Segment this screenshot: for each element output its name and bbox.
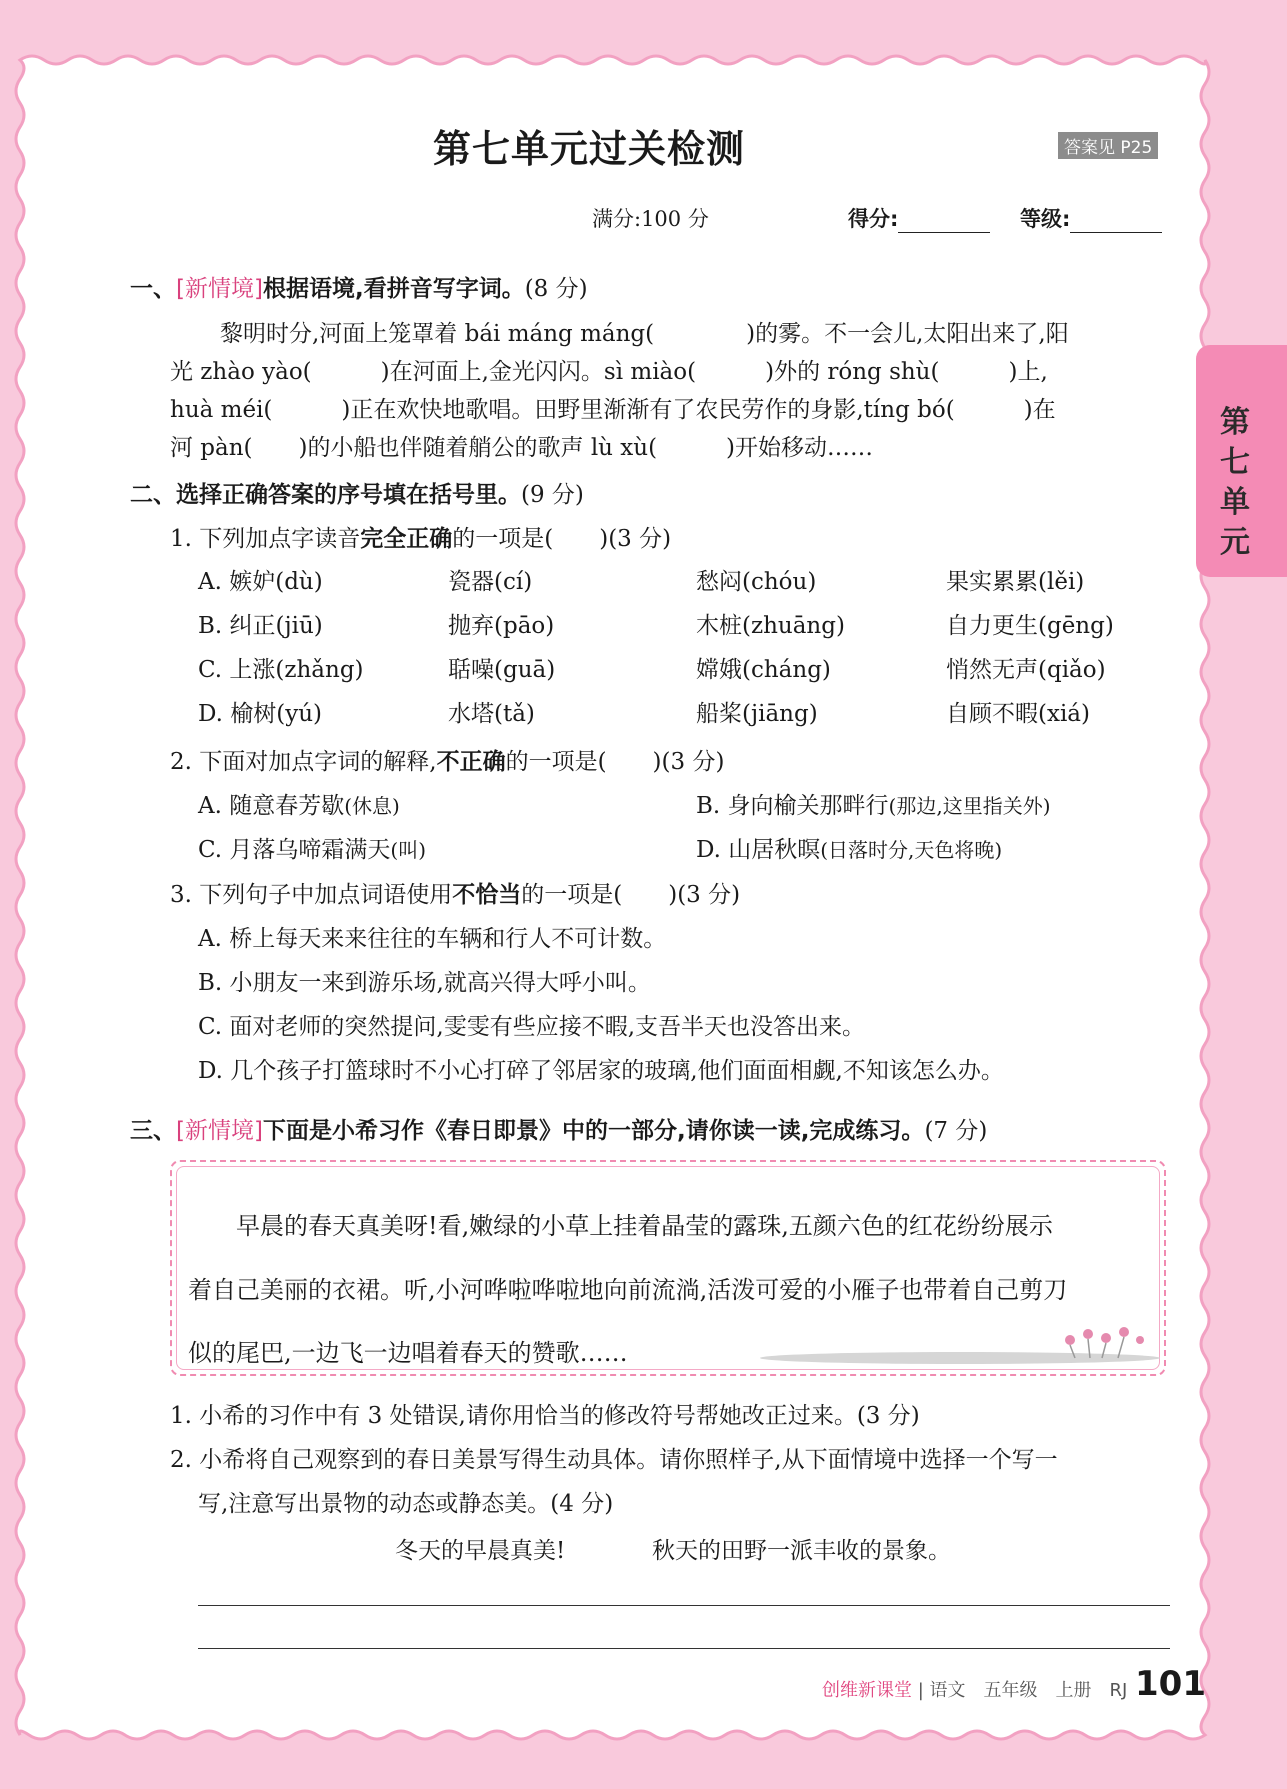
- q2-1-option-cell: 愁闷(chóu): [696, 569, 817, 595]
- score-blank[interactable]: [898, 214, 990, 233]
- q3-2-line1: 2. 小希将自己观察到的春日美景写得生动具体。请你照样子,从下面情境中选择一个写一: [170, 1447, 1058, 1473]
- option-note: (休息): [344, 794, 400, 818]
- q2-2-post: 的一项是( )(3 分): [505, 749, 725, 775]
- q2-1-option-cell: 抛弃(pāo): [448, 613, 555, 639]
- full-score: 满分:100 分: [592, 207, 709, 231]
- section3-title: 下面是小希习作《春日即景》中的一部分,请你读一读,完成练习。: [262, 1118, 925, 1144]
- footer-subject: 语文 五年级 上册 RJ: [929, 1680, 1128, 1701]
- section1-number: 一、: [130, 276, 176, 302]
- unit-side-tab-label: 第七单元: [1220, 405, 1250, 560]
- q2-1-post: 的一项是( )(3 分): [452, 526, 672, 552]
- section1-heading: [130, 270, 588, 303]
- q2-3-post: 的一项是( )(3 分): [521, 882, 741, 908]
- section3-heading: [130, 1112, 987, 1145]
- q2-1-option-cell: 水塔(tǎ): [448, 701, 535, 727]
- q2-2-option-c[interactable]: [198, 831, 426, 864]
- q3-1: 1. 小希的习作中有 3 处错误,请你用恰当的修改符号帮她改正过来。(3 分): [170, 1403, 920, 1429]
- q2-3-option-b[interactable]: B. 小朋友一来到游乐场,就高兴得大呼小叫。: [198, 970, 651, 996]
- section2-points: (9 分): [521, 482, 584, 508]
- q2-1-option-cell[interactable]: B. 纠正(jiū): [198, 613, 323, 639]
- q2-2-option-d[interactable]: [696, 831, 1002, 864]
- q2-2-emphasis: 不正确: [436, 749, 506, 775]
- section3-points: (7 分): [924, 1118, 988, 1144]
- option-note: (叫): [390, 838, 427, 862]
- section2-number: 二、: [130, 482, 176, 508]
- q3-2-choice-1[interactable]: 冬天的早晨真美!: [395, 1538, 566, 1564]
- grade-label: 等级:: [1020, 207, 1071, 231]
- footer-brand: 创维新课堂: [822, 1680, 912, 1701]
- q2-1-option-cell: 果实累累(lěi): [946, 569, 1085, 595]
- answer-line[interactable]: [198, 1605, 1170, 1606]
- q2-2-option-a[interactable]: [198, 787, 400, 820]
- q2-1-option-cell: 自顾不暇(xiá): [946, 701, 1090, 727]
- score-field: [848, 203, 990, 233]
- section1-tag: [新情境]: [176, 276, 263, 302]
- q2-3-emphasis: 不恰当: [452, 882, 522, 908]
- q2-1-option-cell[interactable]: C. 上涨(zhǎng): [198, 657, 364, 683]
- option-text: D. 山居秋暝: [696, 837, 821, 863]
- section2-title: 选择正确答案的序号填在括号里。: [176, 482, 521, 508]
- q2-1-option-cell: 船桨(jiāng): [696, 701, 818, 727]
- section1-title: 根据语境,看拼音写字词。: [262, 276, 525, 302]
- option-text: B. 身向榆关那畔行: [696, 793, 889, 819]
- passage-line: 似的尾巴,一边飞一边唱着春天的赞歌……: [188, 1339, 628, 1367]
- q2-1-option-cell[interactable]: A. 嫉妒(dù): [198, 569, 323, 595]
- q2-1-option-cell: 悄然无声(qiǎo): [946, 657, 1106, 683]
- q2-3-pre: 3. 下列句子中加点词语使用: [170, 882, 453, 908]
- footer: [822, 1676, 1127, 1702]
- page-title: 第七单元过关检测: [433, 127, 746, 171]
- q3-2-choice-2[interactable]: 秋天的田野一派丰收的景象。: [652, 1538, 951, 1564]
- q2-3-option-d[interactable]: D. 几个孩子打篮球时不小心打碎了邻居家的玻璃,他们面面相觑,不知该怎么办。: [198, 1058, 1004, 1084]
- q2-3-option-c[interactable]: C. 面对老师的突然提问,雯雯有些应接不暇,支吾半天也没答出来。: [198, 1014, 866, 1040]
- score-label: 得分:: [848, 207, 899, 231]
- section1-line: huà méi( )正在欢快地歌唱。田野里渐渐有了农民劳作的身影,tíng bó( )在: [170, 397, 1056, 423]
- section1-line: 光 zhào yào( )在河面上,金光闪闪。sì miào( )外的 róng shù( )上,: [170, 359, 1048, 385]
- section3-number: 三、: [130, 1118, 176, 1144]
- q2-1-pre: 1. 下列加点字读音: [170, 526, 361, 552]
- grade-blank[interactable]: [1070, 214, 1162, 233]
- q2-3-option-a[interactable]: A. 桥上每天来来往往的车辆和行人不可计数。: [198, 926, 667, 952]
- q2-2-pre: 2. 下面对加点字词的解释,: [170, 749, 437, 775]
- q2-1-option-cell: 自力更生(gēng): [946, 613, 1114, 639]
- q2-3-stem: [170, 876, 740, 909]
- q2-2-stem: [170, 743, 724, 776]
- q2-1-option-cell: 木桩(zhuāng): [696, 613, 845, 639]
- q2-1-option-cell[interactable]: D. 榆树(yú): [198, 701, 322, 727]
- section3-tag: [新情境]: [176, 1118, 263, 1144]
- section2-heading: [130, 476, 584, 509]
- option-text: C. 月落乌啼霜满天: [198, 837, 391, 863]
- flower-decoration-icon: [740, 1318, 1160, 1368]
- passage-line: 早晨的春天真美呀!看,嫩绿的小草上挂着晶莹的露珠,五颜六色的红花纷纷展示: [236, 1212, 1053, 1240]
- passage-line: 着自己美丽的衣裙。听,小河哗啦哗啦地向前流淌,活泼可爱的小雁子也带着自己剪刀: [188, 1276, 1068, 1304]
- q3-2-line2: 写,注意写出景物的动态或静态美。(4 分): [198, 1491, 614, 1517]
- option-note: (日落时分,天色将晚): [820, 838, 1003, 862]
- page-number: 101: [1135, 1664, 1206, 1704]
- option-text: A. 随意春芳歇: [198, 793, 345, 819]
- grade-field: [1020, 203, 1162, 233]
- footer-divider: |: [912, 1680, 930, 1701]
- q2-1-option-cell: 嫦娥(cháng): [696, 657, 831, 683]
- answer-reference-badge: 答案见 P25: [1058, 132, 1158, 159]
- q2-1-stem: [170, 520, 671, 553]
- q2-1-option-cell: 聒噪(guā): [448, 657, 556, 683]
- option-note: (那边,这里指关外): [888, 794, 1051, 818]
- section1-line: 河 pàn( )的小船也伴随着艄公的歌声 lù xù( )开始移动……: [170, 435, 874, 461]
- section1-line: 黎明时分,河面上笼罩着 bái máng máng( )的雾。不一会儿,太阳出来了,阳: [220, 321, 1069, 347]
- q2-2-option-b[interactable]: [696, 787, 1051, 820]
- unit-side-tab: [1196, 345, 1287, 577]
- section1-points: (8 分): [524, 276, 588, 302]
- q2-1-emphasis: 完全正确: [360, 526, 453, 552]
- answer-line[interactable]: [198, 1648, 1170, 1649]
- q2-1-option-cell: 瓷器(cí): [448, 569, 533, 595]
